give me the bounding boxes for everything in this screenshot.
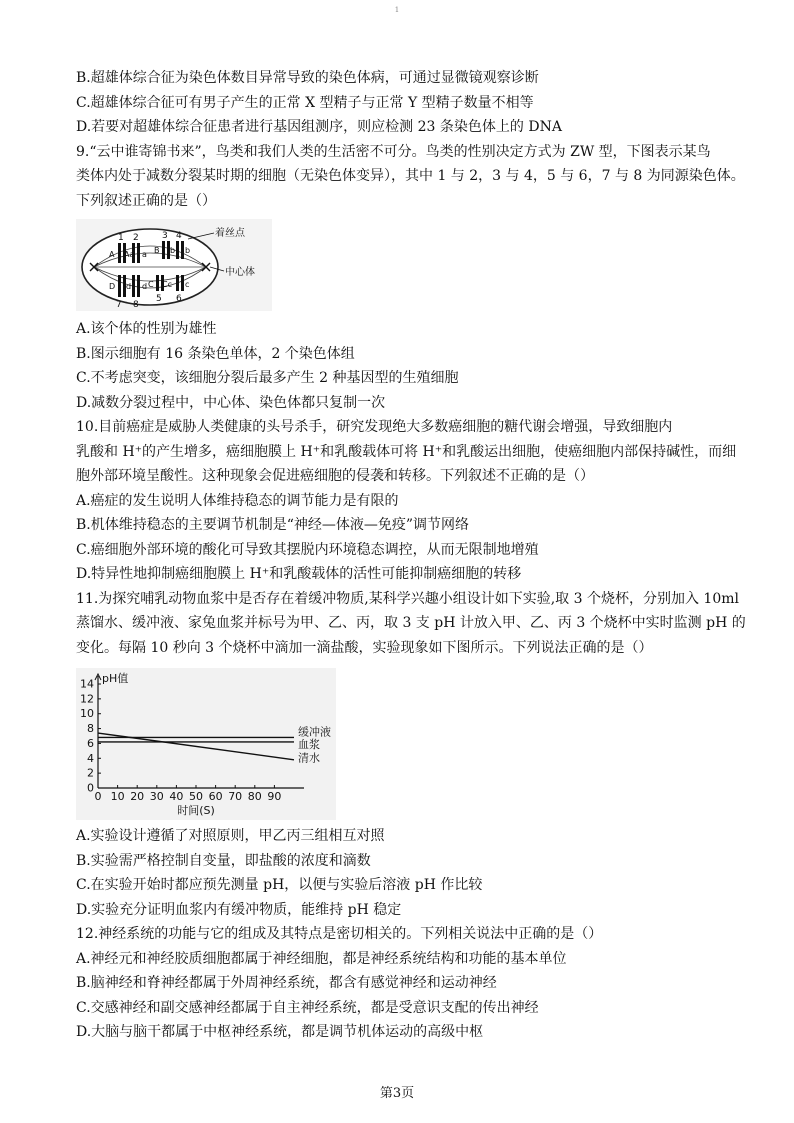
allele-label: D	[109, 282, 116, 291]
allele-label: d	[126, 282, 132, 291]
allele-label: c	[185, 280, 190, 289]
x-tick-label: 10	[110, 790, 125, 803]
series-label: 血浆	[298, 738, 320, 752]
y-tick-label: 4	[87, 751, 94, 765]
allele-label: Aa	[124, 250, 135, 259]
x-tick-label: 80	[247, 790, 262, 803]
series-label: 缓冲液	[298, 725, 331, 739]
text-line: D.特异性地抑制癌细胞膜上 H⁺和乳酸载体的活性可能抑制癌细胞的转移	[76, 566, 522, 582]
cell-diagram	[76, 219, 272, 311]
allele-label: B	[154, 246, 160, 255]
allele-label: C	[148, 280, 154, 289]
text-line: B.超雄体综合征为染色体数目异常导致的染色体病，可通过显微镜观察诊断	[76, 70, 539, 86]
allele-label: b	[170, 246, 176, 255]
x-tick-label: 30	[149, 790, 164, 803]
cell-diagram-svg	[76, 219, 272, 311]
x-tick-label: 50	[189, 790, 203, 803]
y-tick-label: 2	[87, 766, 94, 780]
x-tick-label: 0	[94, 790, 102, 803]
text-line: 10.目前癌症是威胁人类健康的头号杀手，研究发现绝大多数癌细胞的糖代谢会增强，导致细胞内	[76, 419, 673, 435]
allele-label: A	[109, 250, 115, 259]
x-axis-label: 时间(S)	[177, 804, 215, 817]
text-line: 蒸馏水、缓冲液、家兔血浆并标号为甲、乙、丙，取 3 支 pH 计放入甲、乙、丙 3 个烧杯中实时监测 pH 的	[76, 615, 746, 631]
chromosome-number: 5	[156, 294, 162, 304]
text-line: 12.神经系统的功能与它的组成及其特点是密切相关的。下列相关说法中正确的是（）	[76, 926, 603, 942]
chromosome-number: 4	[176, 231, 182, 241]
text-line: C.在实验开始时都应预先测量 pH，以便与实验后溶液 pH 作比较	[76, 877, 483, 893]
y-tick-label: 0	[87, 781, 94, 795]
series-label: 清水	[298, 751, 320, 765]
x-tick-label: 20	[130, 790, 145, 803]
y-tick-label: 12	[80, 692, 94, 706]
text-line: 9.“云中谁寄锦书来”，鸟类和我们人类的生活密不可分。鸟类的性别决定方式为 ZW 型，下图表示某鸟	[76, 143, 711, 160]
ph-chart	[76, 668, 336, 820]
text-line: A.该个体的性别为雄性	[76, 321, 217, 337]
page-mark: 1	[394, 6, 400, 14]
allele-label: a	[142, 250, 147, 259]
allele-label: Cc	[162, 280, 172, 289]
text-line: D.大脑与脑干都属于中枢神经系统，都是调节机体运动的高级中枢	[76, 1024, 484, 1040]
text-line: B.实验需严格控制自变量，即盐酸的浓度和滴数	[76, 852, 371, 869]
text-line: A.癌症的发生说明人体维持稳态的调节能力是有限的	[76, 492, 399, 509]
page-footer: 第3页	[379, 1086, 415, 1101]
chromosome-number: 1	[118, 233, 124, 243]
y-tick-label: 14	[80, 677, 94, 691]
chromosome-number: 6	[176, 294, 182, 304]
chromosome-number: 2	[133, 233, 139, 243]
centriole-label: 中心体	[225, 267, 255, 278]
allele-label: d	[142, 282, 148, 291]
text-line: 下列叙述正确的是（）	[76, 192, 216, 209]
x-tick-label: 60	[208, 790, 223, 803]
text-line: 变化。每隔 10 秒向 3 个烧杯中滴加一滴盐酸，实验现象如下图所示。下列说法正确的是（）	[76, 639, 653, 656]
text-line: 胞外部环境呈酸性。这种现象会促进癌细胞的侵袭和转移。下列叙述不正确的是（）	[76, 468, 594, 484]
y-tick-label: 6	[87, 736, 94, 750]
centromere-label: 着丝点	[215, 228, 245, 239]
ph-chart-svg	[76, 668, 336, 820]
y-tick-label: 8	[87, 722, 94, 736]
chromosome-number: 3	[162, 231, 168, 241]
text-line: C.癌细胞外部环境的酸化可导致其摆脱内环境稳态调控，从而无限制地增殖	[76, 541, 539, 558]
text-line: C.交感神经和副交感神经都属于自主神经系统，都是受意识支配的传出神经	[76, 999, 539, 1016]
page-content	[76, 66, 746, 1045]
y-tick-label: 10	[80, 707, 94, 721]
text-line: 类体内处于减数分裂某时期的细胞（无染色体变异），其中 1 与 2，3 与 4，5 与 6，7 与 8 为同源染色体。	[76, 168, 745, 184]
x-tick-label: 70	[228, 790, 243, 803]
text-line: C.不考虑突变，该细胞分裂后最多产生 2 种基因型的生殖细胞	[76, 370, 459, 386]
lines-top	[76, 66, 745, 213]
text-line: 乳酸和 H⁺的产生增多，癌细胞膜上 H⁺和乳酸载体可将 H⁺和乳酸运出细胞，使癌细胞内部保持碱性，而细	[76, 443, 737, 460]
x-tick-label: 90	[267, 790, 282, 803]
text-line: B.机体维持稳态的主要调节机制是“神经—体液—免疫”调节网络	[76, 517, 470, 533]
lines-bottom	[76, 824, 726, 1045]
text-line: B.图示细胞有 16 条染色单体，2 个染色体组	[76, 345, 355, 362]
text-line: B.脑神经和脊神经都属于外周神经系统，都含有感觉神经和运动神经	[76, 975, 497, 991]
text-line: D.若要对超雄体综合征患者进行基因组测序，则应检测 23 条染色体上的 DNA	[76, 119, 562, 135]
text-line: 11.为探究哺乳动物血浆中是否存在着缓冲物质,某科学兴趣小组设计如下实验,取 3 个烧杯，分别加入 10ml	[76, 590, 739, 607]
allele-label: b	[185, 246, 191, 255]
y-axis-label: pH值	[102, 672, 129, 685]
chromosome-number: 8	[133, 300, 139, 310]
text-line: D.实验充分证明血浆内有缓冲物质，能维持 pH 稳定	[76, 901, 402, 918]
text-line: A.神经元和神经胶质细胞都属于神经细胞，都是神经系统结构和功能的基本单位	[76, 950, 567, 967]
text-line: C.超雄体综合征可有男子产生的正常 X 型精子与正常 Y 型精子数量不相等	[76, 94, 534, 111]
chromosome-number: 7	[116, 300, 122, 310]
x-tick-label: 40	[169, 790, 184, 803]
lines-mid	[76, 317, 746, 660]
text-line: D.减数分裂过程中，中心体、染色体都只复制一次	[76, 394, 386, 411]
text-line: A.实验设计遵循了对照原则，甲乙丙三组相互对照	[76, 828, 385, 844]
